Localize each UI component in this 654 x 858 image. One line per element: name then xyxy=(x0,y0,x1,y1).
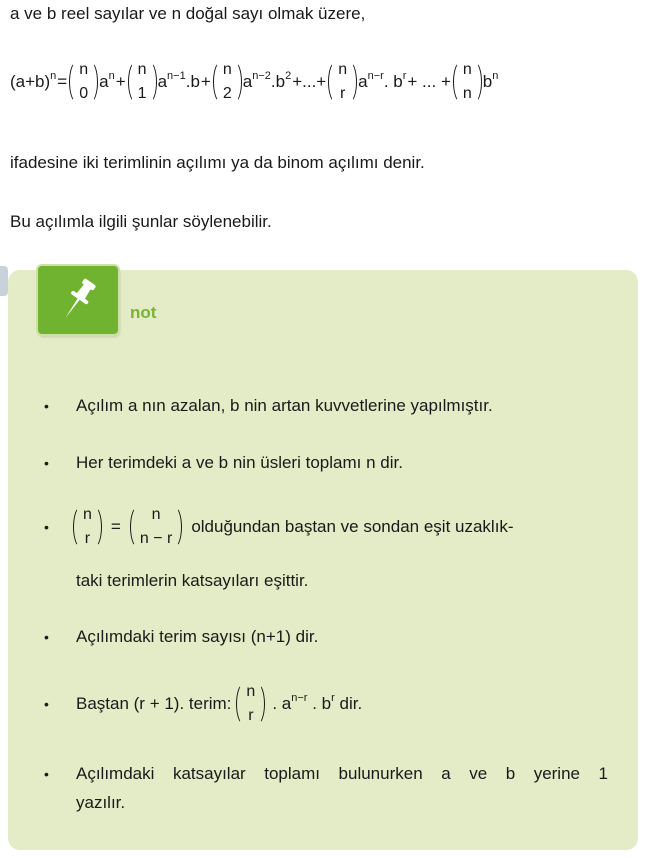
term-0: $a^n$ xyxy=(99,70,115,91)
bullet-marker: • xyxy=(44,766,49,782)
plus-sign: + xyxy=(200,72,211,91)
bullet-marker: • xyxy=(44,629,49,645)
ellipsis: + ... + xyxy=(407,72,451,91)
bullet-marker: • xyxy=(44,398,49,414)
intro-text: a ve b reel sayılar ve n doğal sayı olmak üzere, xyxy=(10,4,366,23)
lead-text: Bu açılımla ilgili şunlar söylenebilir. xyxy=(10,212,272,231)
binom-coef-1: n 1 xyxy=(127,60,158,104)
note-item-1: Açılım a nın azalan, b nin artan kuvvetlerine yapılmıştır. xyxy=(76,396,493,415)
note-item-5-term: . $a^{n-r}$ . $b^r$ dir. xyxy=(272,692,363,713)
binom-n-r-term: n r xyxy=(235,682,266,726)
equals-sign: = xyxy=(110,517,121,536)
binom-n-nr: n n − r xyxy=(129,505,183,549)
note-item-3 xyxy=(72,505,514,549)
binom-coef-r: n r xyxy=(327,60,358,104)
plus-sign: + xyxy=(115,72,126,91)
binom-n-r: n r xyxy=(72,505,103,549)
binom-coef-0: n 0 xyxy=(68,60,99,104)
clip-decoration xyxy=(0,266,8,296)
binom-coef-n: n n xyxy=(452,60,483,104)
formula-lhs: $(a+b)^n$ xyxy=(10,70,57,91)
term-2: $a^{n-2}.b^2$ xyxy=(242,70,292,91)
note-label: not xyxy=(130,303,157,322)
term-1: $a^{n-1}.b$ xyxy=(157,70,200,91)
note-item-3-text: olduğundan baştan ve sondan eşit uzaklık- xyxy=(191,517,514,536)
note-item-6-line2: yazılır. xyxy=(76,793,126,812)
note-item-3-cont: taki terimlerin katsayıları eşittir. xyxy=(76,571,309,590)
term-n: $b^n$ xyxy=(482,70,499,91)
note-item-5-pre: Baştan (r + 1). terim: xyxy=(76,694,232,713)
ellipsis: +...+ xyxy=(292,72,327,91)
note-item-5 xyxy=(76,682,362,726)
binom-coef-2: n 2 xyxy=(212,60,243,104)
bullet-marker: • xyxy=(44,455,49,471)
binomial-formula xyxy=(10,60,498,104)
note-item-2: Her terimdeki a ve b nin üsleri toplamı n dir. xyxy=(76,453,403,472)
bullet-marker: • xyxy=(44,696,49,712)
note-item-4: Açılımdaki terim sayısı (n+1) dir. xyxy=(76,627,319,646)
bullet-marker: • xyxy=(44,519,49,535)
pushpin-icon xyxy=(38,266,118,334)
note-item-6-line1: Açılımdaki katsayılar toplamı bulunurken a ve b yerine 1 xyxy=(76,764,608,783)
definition-text: ifadesine iki terimlinin açılımı ya da binom açılımı denir. xyxy=(10,153,425,172)
equals-sign: = xyxy=(57,72,68,91)
term-r: $a^{n-r}$. $b^r$ xyxy=(358,70,407,91)
